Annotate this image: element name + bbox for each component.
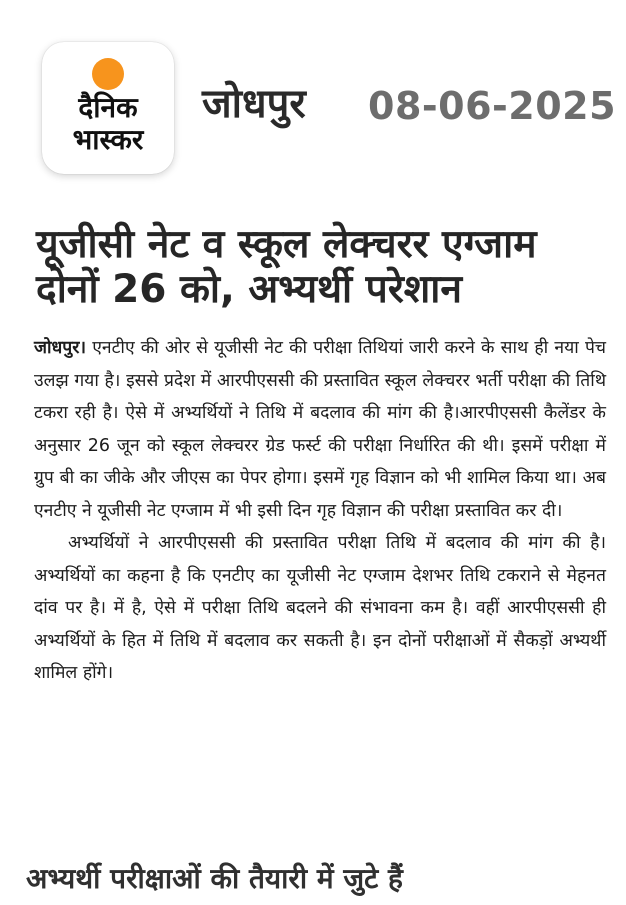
article-paragraph-2: अभ्यर्थियों ने आरपीएससी की प्रस्तावित परीक्षा तिथि में बदलाव की मांग की है। अभ्यर्थियों का कहना है कि एनटीए का यूजीसी नेट एग्जाम देशभर तिथि टकराने से मेहनत दांव पर है। में है, ऐसे में परीक्षा तिथि बदलने की संभावना कम है। वहीं आरपीएससी ही अभ्यर्थियों के हित में तिथि में बदलाव कर सकती है। इन दोनों परीक्षाओं में सैकड़ों अभ्यर्थी शामिल होंगे। — [34, 533, 606, 683]
edition-city: जोधपुर — [202, 81, 306, 127]
dateline: जोधपुर। — [34, 338, 87, 358]
dainik-bhaskar-logo[interactable] — [42, 42, 174, 174]
article-headline: यूजीसी नेट व स्कूल लेक्चरर एग्जाम दोनों 26 को, अभ्यर्थी परेशान — [36, 222, 537, 313]
sun-icon — [92, 58, 124, 90]
logo-line-2: भास्कर — [72, 123, 144, 156]
edition-date: 08-06-2025 — [368, 84, 617, 128]
paragraph-1-text: एनटीए की ओर से यूजीसी नेट की परीक्षा तिथियां जारी करने के साथ ही नया पेच उलझ गया है। इससे प्रदेश में आरपीएससी की प्रस्तावित स्कूल लेक्चरर भर्ती परीक्षा की तिथि टकरा रही है। ऐसे में अभ्यर्थियों ने तिथि में बदलाव की मांग की है।आरपीएससी कैलेंडर के अनुसार 26 जून को स्कूल लेक्चरर ग्रेड फर्स्ट की परीक्षा निर्धारित की थी। इसमें परीक्षा में ग्रुप बी का जीके और जीएस का पेपर होगा। इसमें गृह विज्ञान को भी शामिल किया था। अब एनटीए ने यूजीसी नेट एग्जाम में भी इसी दिन गृह विज्ञान की परीक्षा प्रस्तावित कर दी। — [34, 338, 606, 521]
article-paragraph-1 — [34, 332, 606, 527]
partial-next-line: अभ्यर्थी परीक्षाओं की तैयारी में जुटे हैं — [26, 862, 403, 895]
logo-line-1: दैनिक — [78, 91, 138, 124]
article-body — [34, 332, 606, 690]
masthead — [0, 0, 626, 200]
